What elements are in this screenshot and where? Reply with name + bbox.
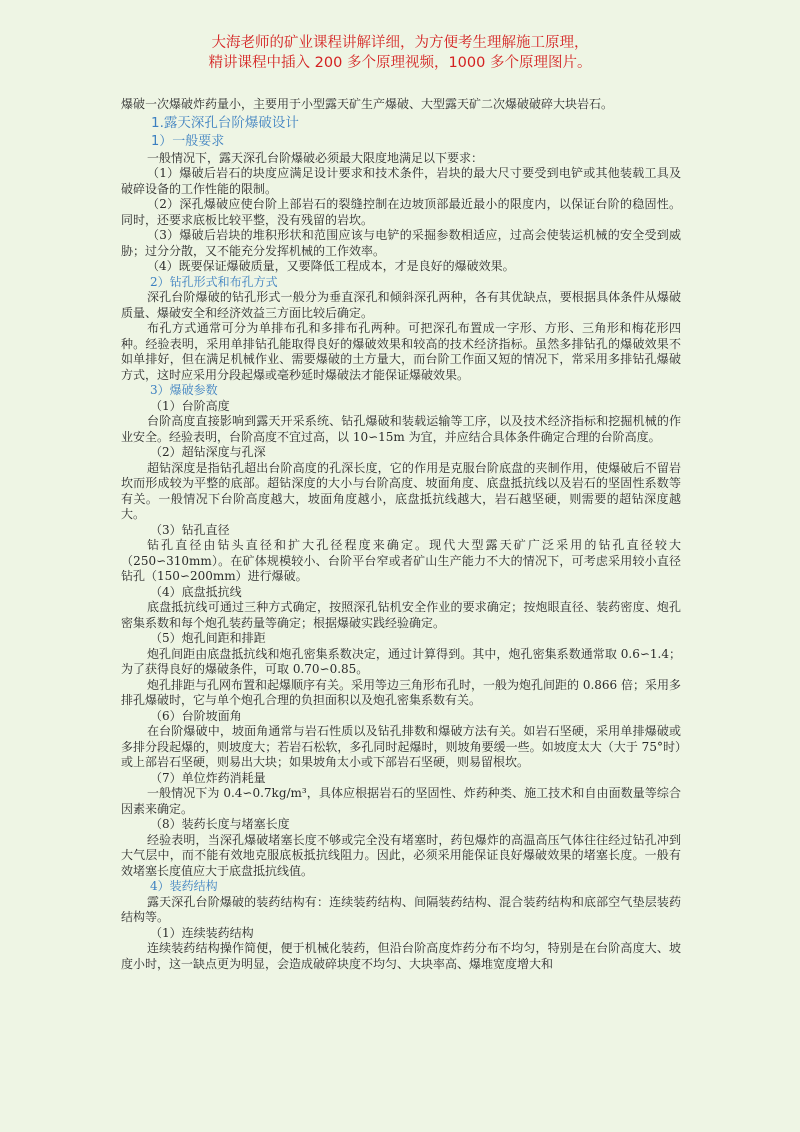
paragraph: 经验表明，当深孔爆破堵塞长度不够或完全没有堵塞时，药包爆炸的高温高压气体往往经过钻孔冲到大气层中，而不能有效地克服底板抵抗线阻力。因此，必须采用能保证良好爆破效果的堵塞长度。一般有效堵塞长度值应大于底盘抵抗线值。	[121, 832, 681, 878]
paragraph: （2）深孔爆破应使台阶上部岩石的裂缝控制在边坡顶部最近最小的限度内，以保证台阶的稳固性。同时，还要求底板比较平整，没有残留的岩坎。	[121, 197, 681, 227]
paragraph: （4）既要保证爆破质量，又要降低工程成本，才是良好的爆破效果。	[147, 259, 515, 273]
paragraph: 一般情况下，露天深孔台阶爆破必须最大限度地满足以下要求：	[147, 150, 484, 165]
item-heading: （8）装药长度与堵塞长度	[150, 817, 290, 831]
item-heading: （3）钻孔直径	[150, 522, 230, 537]
paragraph: 超钻深度是指钻孔超出台阶高度的孔深长度，它的作用是克服台阶底盘的夹制作用，使爆破后不留岩坎而形成较为平整的底部。超钻深度的大小与台阶高度、坡面角度、底盘抵抗线以及岩石的坚固性系数等有关。一般情况下台阶高度越大，坡面角度越小，底盘抵抗线越大，岩石越坚硬，则需要的超钻深度越大。	[121, 460, 681, 521]
paragraph: （3）爆破后岩块的堆积形状和范围应该与电铲的采掘参数相适应，过高会使装运机械的安全受到威胁；过分分散，又不能充分发挥机械的工作效率。	[121, 228, 681, 258]
body-text	[121, 97, 681, 972]
paragraph: 布孔方式通常可分为单排布孔和多排布孔两种。可把深孔布置成一字形、方形、三角形和梅花形四种。经验表明，采用单排钻孔能取得良好的爆破效果和较高的技术经济指标。虽然多排钻孔的爆破效果不如单排好，但在满足机械作业、需要爆破的土方量大，而台阶工作面又短的情况下，常采用多排钻孔爆破方式，这时应采用分段起爆或毫秒延时爆破法才能保证爆破效果。	[121, 321, 681, 382]
item-heading: （1）台阶高度	[150, 398, 230, 413]
item-heading: （7）单位炸药消耗量	[150, 770, 266, 785]
paragraph: 炮孔排距与孔网布置和起爆顺序有关。采用等边三角形布孔时，一般为炮孔间距的 0.866 倍；采用多排孔爆破时，它与单个炮孔合理的负担面积以及炮孔密集系数有关。	[121, 677, 681, 707]
paragraph: 在台阶爆破中，坡面角通常与岩石性质以及钻孔排数和爆破方法有关。如岩石坚硬，采用单排爆破或多排分段起爆的，则坡度大；若岩石松软，多孔同时起爆时，则坡角要缓一些。如坡度太大（大于 75°时）或上部岩石坚硬，则易出大块；如果坡角太小或下部岩石坚硬，则易留根坎。	[121, 724, 681, 769]
paragraph: 深孔台阶爆破的钻孔形式一般分为垂直深孔和倾斜深孔两种，各有其优缺点，要根据具体条件从爆破质量、爆破安全和经济效益三方面比较后确定。	[121, 290, 681, 320]
item-heading: （4）底盘抵抗线	[150, 584, 242, 599]
section-heading: 1.露天深孔台阶爆破设计	[151, 114, 299, 131]
subsection-heading: 3）爆破参数	[150, 383, 218, 397]
item-heading: （5）炮孔间距和排距	[150, 631, 266, 645]
item-heading: （2）超钻深度与孔深	[150, 445, 266, 459]
promo-line-2: 精讲课程中插入 200 多个原理视频，1000 多个原理图片。	[208, 55, 592, 71]
paragraph: 连续装药结构操作简便，便于机械化装药，但沿台阶高度炸药分布不均匀，特别是在台阶高度大、坡度小时，这一缺点更为明显，会造成破碎块度不均匀、大块率高、爆堆宽度增大和	[121, 941, 681, 971]
paragraph: （1）爆破后岩石的块度应满足设计要求和技术条件，岩块的最大尺寸要受到电铲或其他装载工具及破碎设备的工作性能的限制。	[121, 166, 681, 196]
paragraph: 底盘抵抗线可通过三种方式确定，按照深孔钻机安全作业的要求确定；按炮眼直径、装药密度、炮孔密集系数和每个炮孔装药量等确定；根据爆破实践经验确定。	[121, 600, 681, 630]
paragraph: 炮孔间距由底盘抵抗线和炮孔密集系数决定，通过计算得到。其中，炮孔密集系数通常取 0.6∽1.4；为了获得良好的爆破条件，可取 0.70∽0.85。	[121, 646, 681, 676]
subsection-heading: 2）钻孔形式和布孔方式	[150, 274, 278, 289]
paragraph: 露天深孔台阶爆破的装药结构有：连续装药结构、间隔装药结构、混合装药结构和底部空气垫层装药结构等。	[121, 894, 681, 924]
promo-line-1: 大海老师的矿业课程讲解详细，为方便考生理解施工原理，	[211, 35, 589, 51]
promo-banner	[0, 33, 800, 73]
paragraph: 爆破一次爆破炸药量小，主要用于小型露天矿生产爆破、大型露天矿二次爆破破碎大块岩石。	[121, 97, 614, 111]
paragraph: 台阶高度直接影响到露天开采系统、钻孔爆破和装载运输等工序，以及技术经济指标和挖掘机械的作业安全。经验表明，台阶高度不宜过高，以 10∽15m 为宜，并应结合具体条件确定合理的台阶高度。	[121, 414, 681, 444]
subsection-heading: 4）装药结构	[150, 879, 218, 893]
paragraph: 一般情况下为 0.4∽0.7kg/m³，具体应根据岩石的坚固性、炸药种类、施工技术和自由面数量等综合因素来确定。	[121, 786, 681, 816]
paragraph: 钻孔直径由钻头直径和扩大孔径程度来确定。现代大型露天矿广泛采用的钻孔直径较大（250∽310mm）。在矿体规模较小、台阶平台窄或者矿山生产能力不大的情况下，可考虑采用较小直径钻孔（150∽200mm）进行爆破。	[121, 538, 681, 583]
item-heading: （1）连续装药结构	[150, 925, 254, 940]
item-heading: （6）台阶坡面角	[150, 708, 242, 723]
subsection-heading: 1）一般要求	[151, 133, 225, 149]
